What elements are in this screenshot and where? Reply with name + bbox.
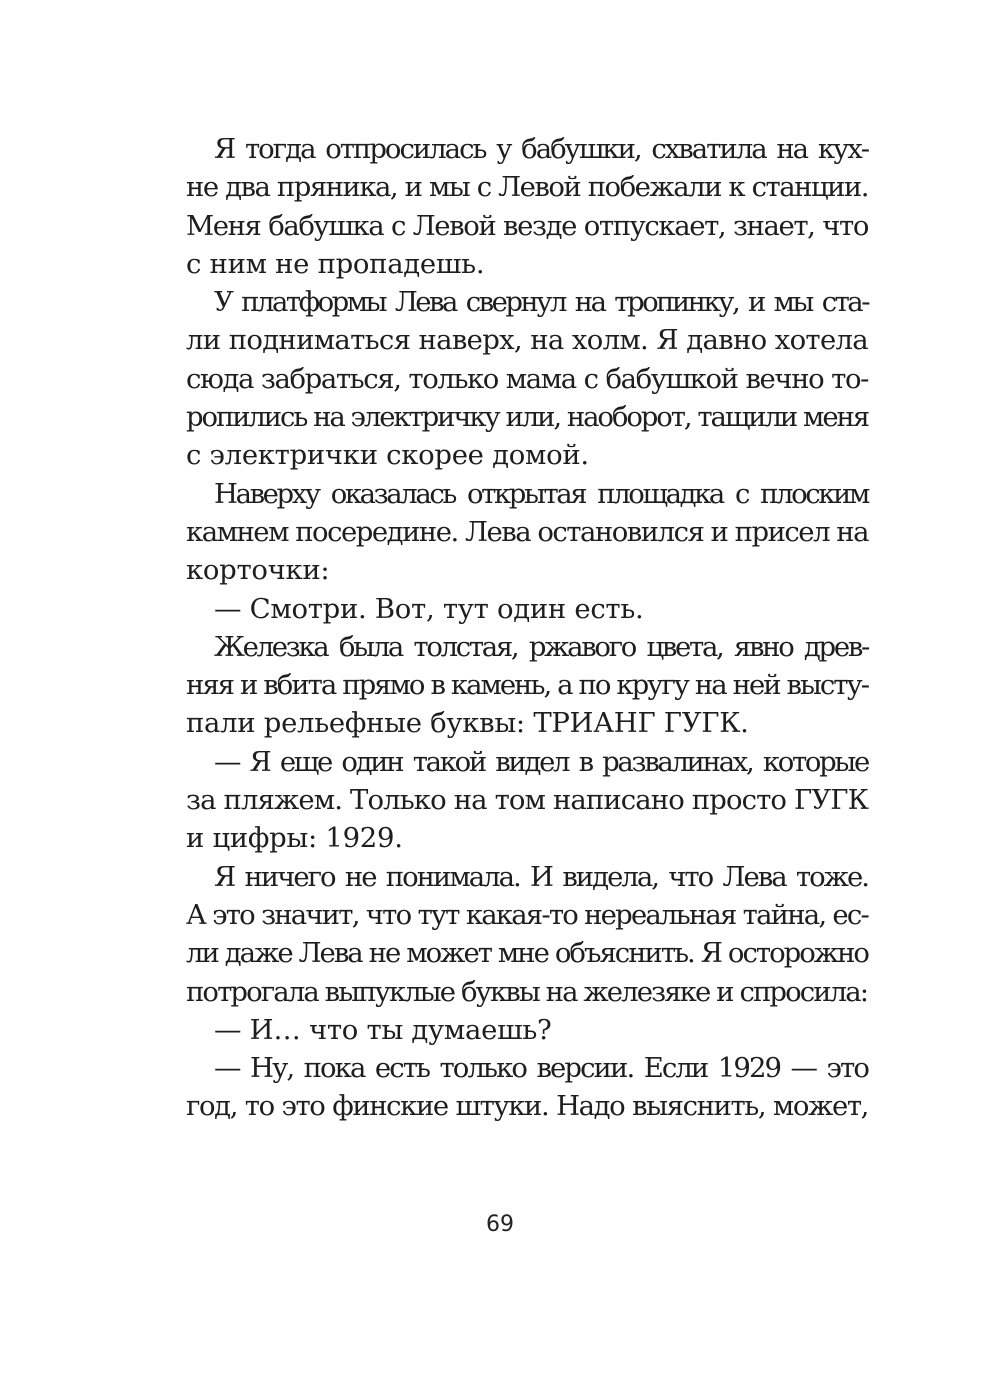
text-line: с электрички скорее домой. bbox=[186, 439, 589, 472]
text-line: — Смотри. Вот, тут один есть. bbox=[214, 592, 644, 625]
text-line: камнем посередине. Лева остановился и присел на bbox=[186, 515, 869, 548]
body-text bbox=[186, 130, 868, 1126]
text-line: не два пряника, и мы с Левой побежали к станции. bbox=[186, 171, 868, 204]
text-line: с ним не пропадешь. bbox=[186, 247, 485, 280]
text-line: и цифры: 1929. bbox=[186, 822, 403, 855]
text-line: пали рельефные буквы: ТРИАНГ ГУГК. bbox=[186, 707, 749, 740]
text-line: ли даже Лева не может мне объяснить. Я осторожно bbox=[186, 937, 868, 970]
text-line: ропились на электричку или, наоборот, тащили меня bbox=[186, 401, 868, 434]
text-line: У платформы Лева свернул на тропинку, и мы ста- bbox=[214, 286, 868, 319]
text-line: год, то это финские штуки. Надо выяснить, может, bbox=[186, 1090, 868, 1123]
page-number: 69 bbox=[486, 1212, 514, 1237]
text-line: няя и вбита прямо в камень, а по кругу на ней высту- bbox=[186, 669, 868, 702]
text-line: А это значит, что тут какая-то нереальная тайна, ес- bbox=[186, 898, 868, 931]
text-line: ли подниматься наверх, на холм. Я давно хотела bbox=[186, 324, 868, 357]
text-line: за пляжем. Только на том написано просто ГУГК bbox=[186, 784, 868, 817]
text-line: Я ничего не понимала. И видела, что Лева тоже. bbox=[214, 860, 868, 893]
text-line: потрогала выпуклые буквы на железяке и спросила: bbox=[186, 975, 868, 1008]
text-line: — Я еще один такой видел в развалинах, которые bbox=[214, 745, 868, 778]
text-line: Меня бабушка с Левой везде отпускает, знает, что bbox=[186, 209, 868, 242]
text-line: Я тогда отпросилась у бабушки, схватила на кух- bbox=[214, 133, 868, 165]
text-line: сюда забраться, только мама с бабушкой вечно то- bbox=[186, 362, 868, 395]
text-line: Наверху оказалась открытая площадка с плоским bbox=[214, 477, 868, 510]
text-line: корточки: bbox=[186, 554, 330, 587]
text-line: — Ну, пока есть только версии. Если 1929 — это bbox=[214, 1052, 868, 1085]
text-line: Железка была толстая, ржавого цвета, явно древ- bbox=[214, 630, 868, 663]
text-line: — И… что ты думаешь? bbox=[214, 1013, 552, 1046]
